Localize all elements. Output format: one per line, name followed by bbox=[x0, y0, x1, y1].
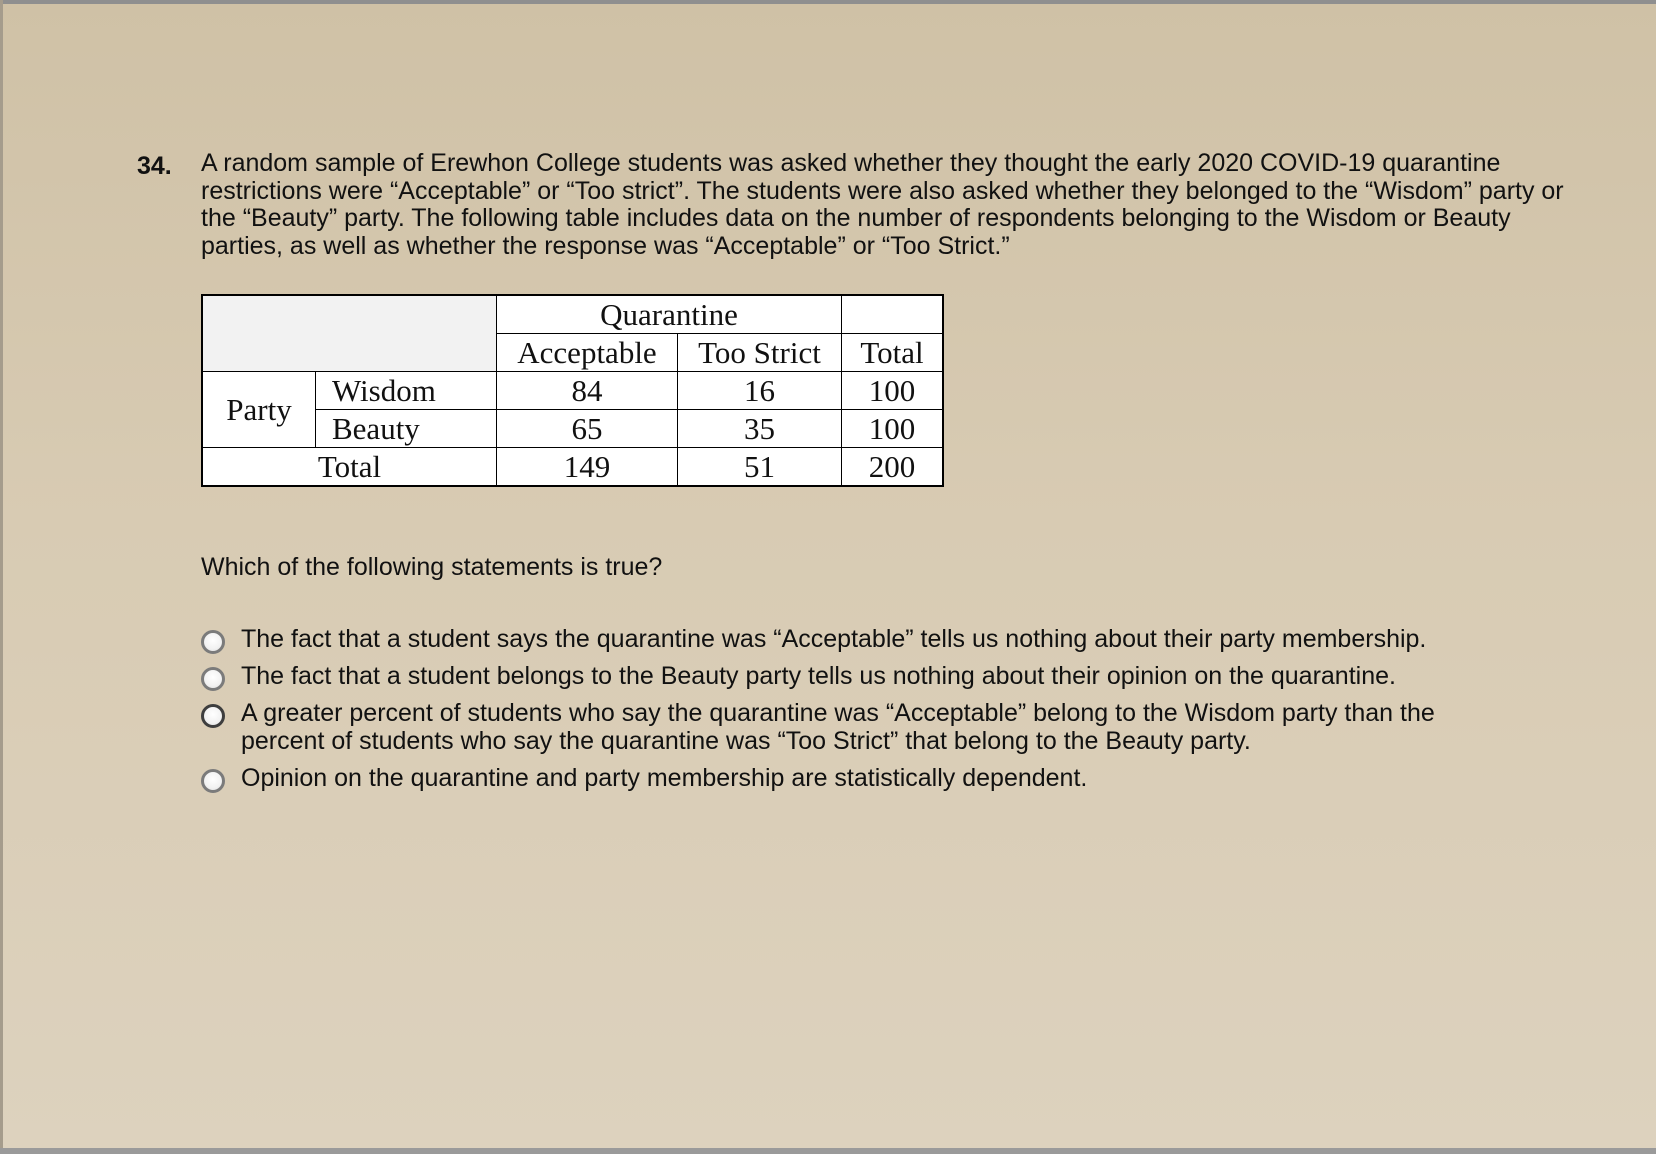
contingency-table bbox=[201, 294, 944, 487]
table-row bbox=[202, 372, 943, 410]
question-number: 34. bbox=[137, 152, 172, 180]
answer-option-2[interactable] bbox=[201, 662, 1501, 690]
total-too-strict: 51 bbox=[678, 448, 842, 487]
beauty-label: Beauty bbox=[316, 410, 497, 448]
window-bottom-border bbox=[0, 1148, 1656, 1154]
party-label: Party bbox=[202, 372, 316, 448]
beauty-acceptable: 65 bbox=[497, 410, 678, 448]
total-acceptable: 149 bbox=[497, 448, 678, 487]
answer-option-text: The fact that a student says the quarantine was “Acceptable” tells us nothing about their party membership. bbox=[241, 625, 1427, 653]
wisdom-total: 100 bbox=[842, 372, 944, 410]
acceptable-header: Acceptable bbox=[497, 334, 678, 372]
grand-total: 200 bbox=[842, 448, 944, 487]
total-header: Total bbox=[842, 334, 944, 372]
radio-button-icon[interactable] bbox=[201, 630, 225, 654]
answer-option-3[interactable] bbox=[201, 699, 1501, 755]
wisdom-label: Wisdom bbox=[316, 372, 497, 410]
beauty-total: 100 bbox=[842, 410, 944, 448]
answer-option-text: The fact that a student belongs to the Beauty party tells us nothing about their opinion on the quarantine. bbox=[241, 662, 1396, 690]
answer-option-text: A greater percent of students who say the quarantine was “Acceptable” belong to the Wisdom party than the percent of students who say the quarantine was “Too Strict” that belong to the Beauty party. bbox=[241, 699, 1435, 755]
answer-option-4[interactable] bbox=[201, 764, 1501, 792]
radio-button-icon[interactable] bbox=[201, 667, 225, 691]
radio-button-icon[interactable] bbox=[201, 769, 225, 793]
answer-options bbox=[201, 625, 1501, 801]
total-header-blank bbox=[842, 295, 944, 334]
beauty-too-strict: 35 bbox=[678, 410, 842, 448]
table-corner-cell bbox=[202, 295, 497, 372]
too-strict-header: Too Strict bbox=[678, 334, 842, 372]
question-text: A random sample of Erewhon College students was asked whether they thought the early 2020 COVID-19 quarantine restrictions were “Acceptable” or “Too strict”. The students were also asked whether they belonged to the “Wisdom” party or the “Beauty” party. The following table includes data on the number of respondents belonging to the Wisdom or Beauty parties, as well as whether the response was “Acceptable” or “Too Strict.” bbox=[201, 149, 1564, 260]
window-left-border bbox=[0, 0, 3, 1154]
window-top-border bbox=[0, 0, 1656, 4]
answer-option-1[interactable] bbox=[201, 625, 1501, 653]
total-row-label: Total bbox=[202, 448, 497, 487]
radio-button-icon[interactable] bbox=[201, 704, 225, 728]
table-row bbox=[202, 448, 943, 487]
quarantine-header: Quarantine bbox=[497, 295, 842, 334]
wisdom-acceptable: 84 bbox=[497, 372, 678, 410]
wisdom-too-strict: 16 bbox=[678, 372, 842, 410]
question-prompt: Which of the following statements is true? bbox=[201, 553, 663, 581]
answer-option-text: Opinion on the quarantine and party membership are statistically dependent. bbox=[241, 764, 1088, 792]
